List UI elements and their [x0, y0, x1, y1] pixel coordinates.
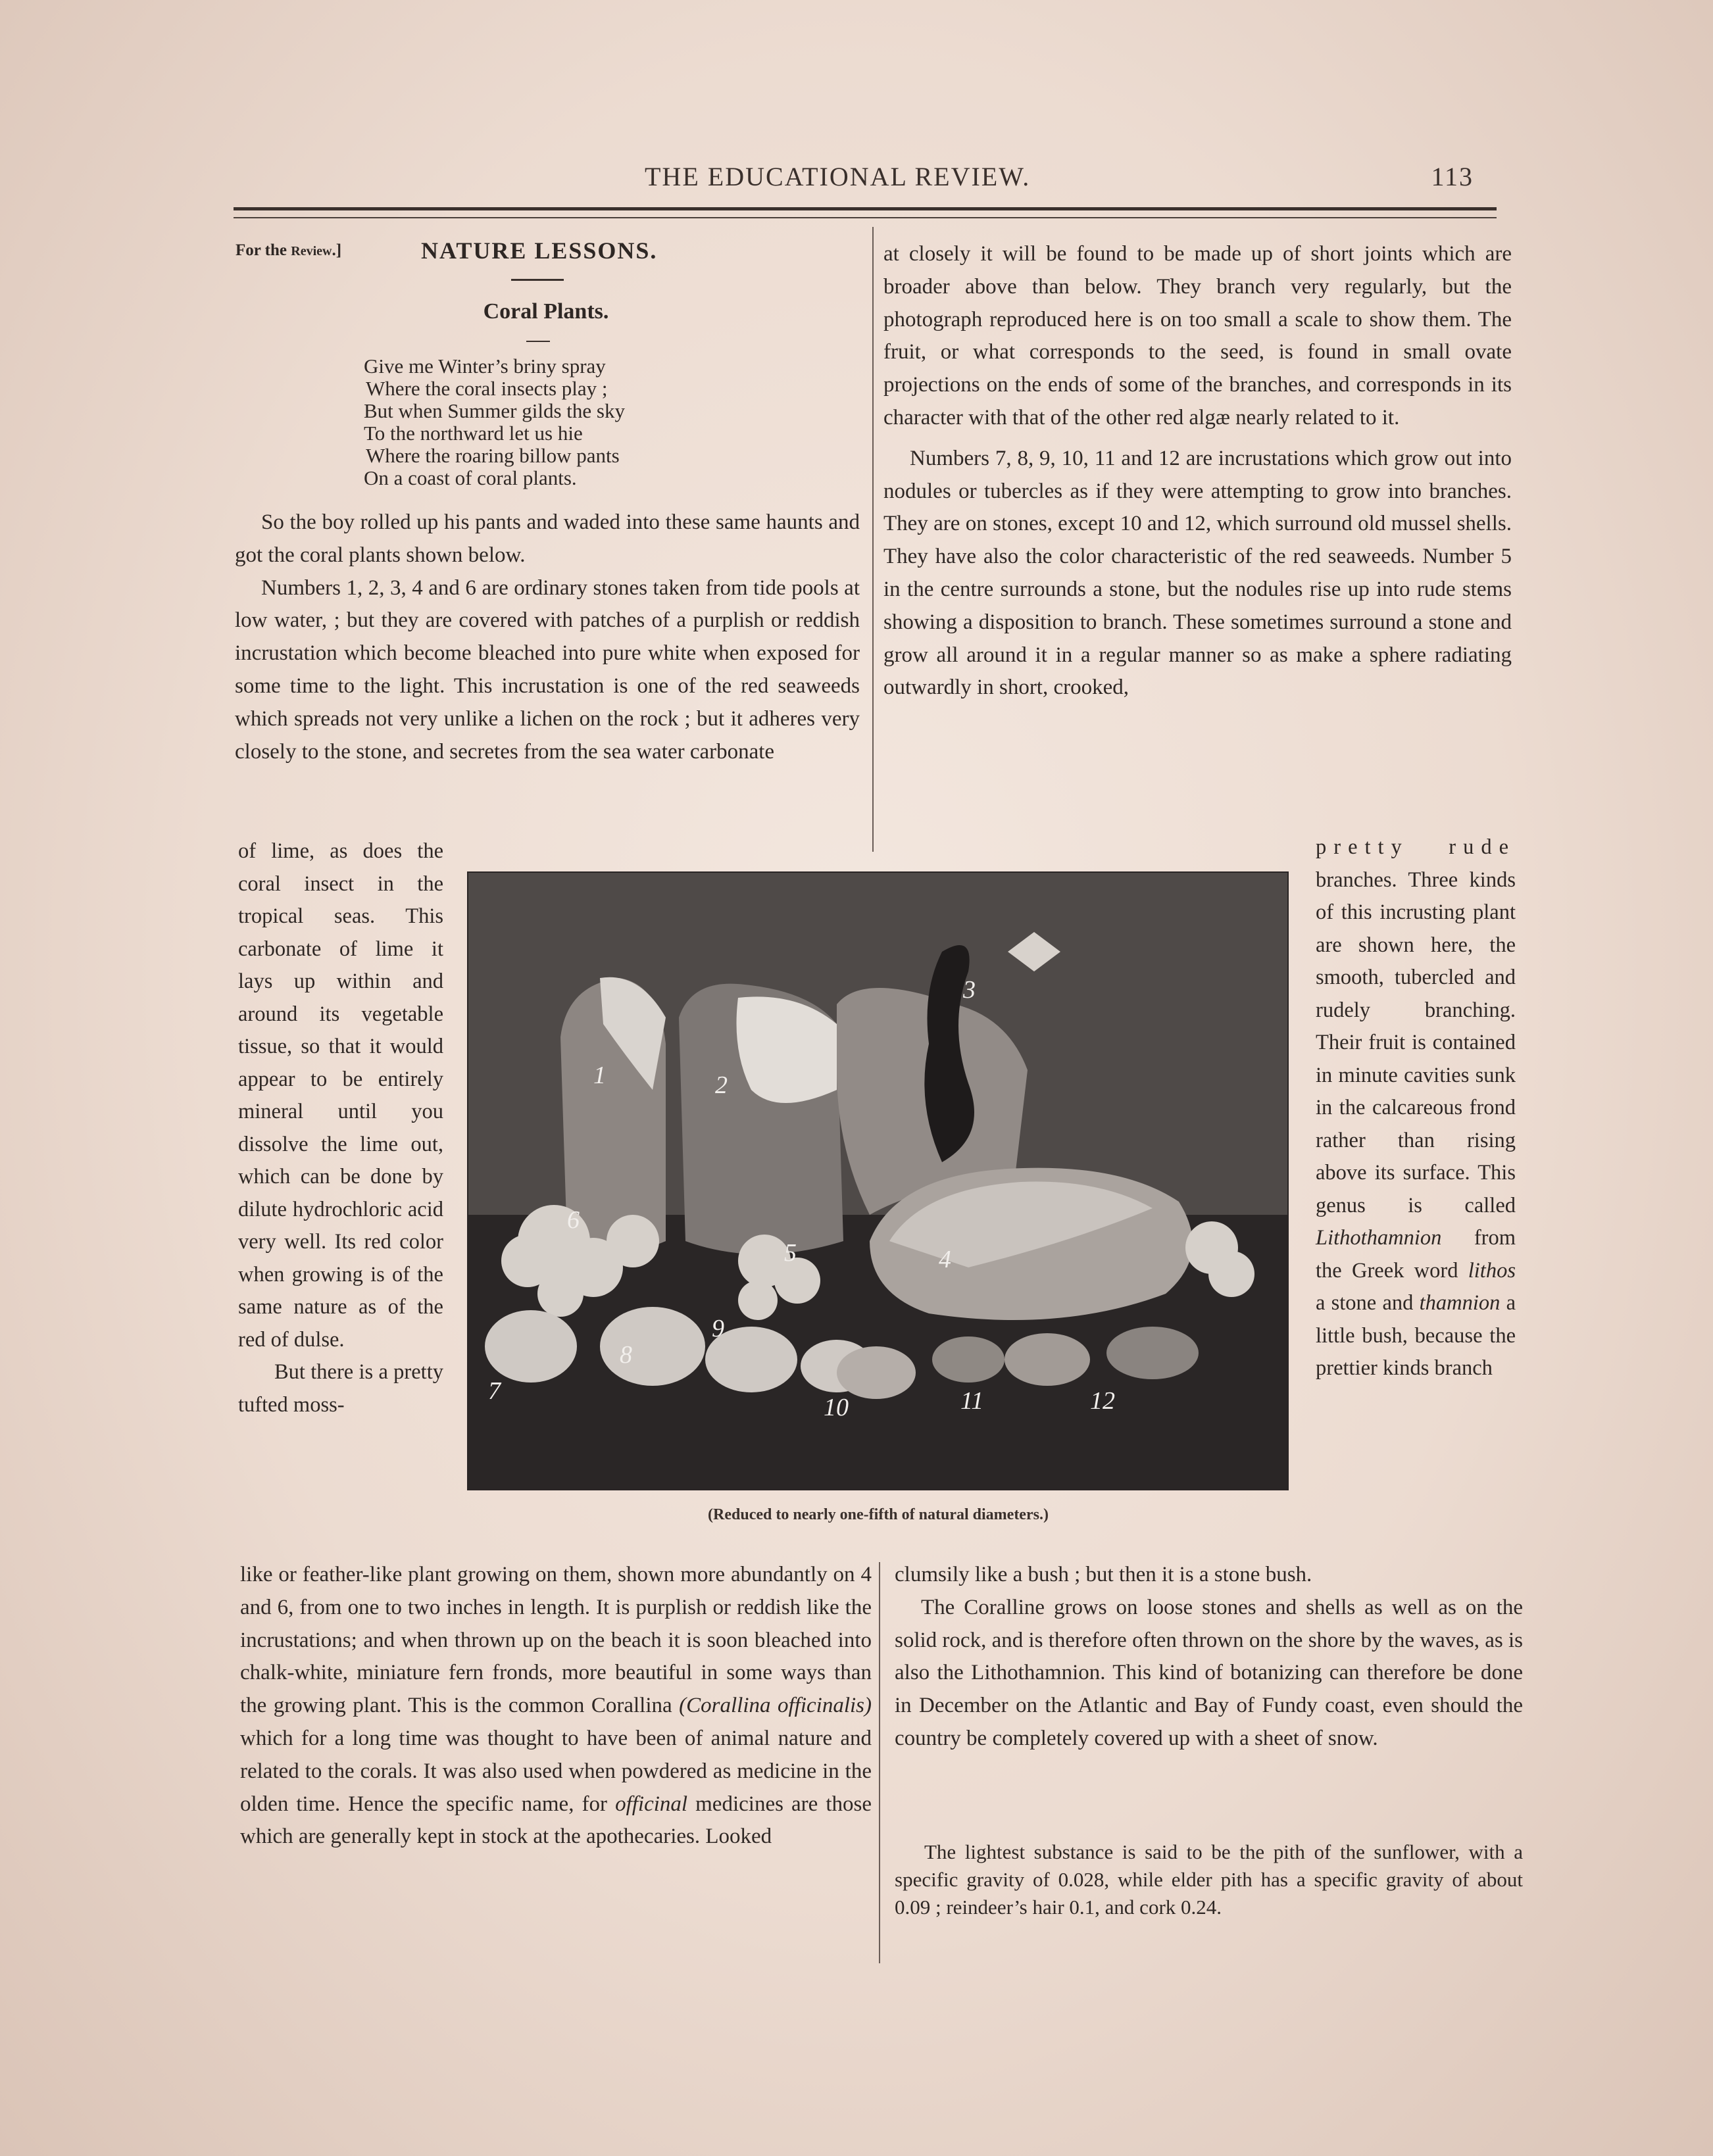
right-wrap-text: [1316, 831, 1516, 1385]
footnote: [895, 1838, 1523, 1921]
article-subheading: Coral Plants.: [483, 299, 609, 324]
journal-title: THE EDUCATIONAL REVIEW.: [645, 162, 1031, 191]
poem-line: Where the roaring billow pants: [366, 444, 620, 467]
text-run: branches. Three kinds of this incrusting plant are shown here, the smooth, tubercled and rudely branching. Their fruit is contained in minute cavities sunk in the calcareous frond rather than rising above its surface. This genus is called: [1316, 868, 1516, 1217]
poem-line: To the northward let us hie: [364, 422, 583, 445]
figure-label: 11: [960, 1387, 984, 1415]
paragraph: The Coralline grows on loose stones and shells as well as on the solid rock, and is therefore often thrown on the shore by the waves, as is also the Lithothamnion. This kind of botanizing can therefore be done in December on the Atlantic and Bay of Fundy coast, even should the country be completely covered up with a sheet of snow.: [895, 1595, 1523, 1750]
paragraph: But there is a pretty tufted moss-: [238, 1360, 443, 1417]
paragraph: at closely it will be found to be made up of short joints which are broader above than below. They branch very regularly, but the photograph reproduced here is on too small a scale to show them. The fruit, or what corresponds to the seed, is found in small ovate projections on the ends of some of the branches, and corresponds in its character with that of the other red algæ nearly related to it.: [883, 242, 1512, 429]
italic-species-name: (Corallina officinalis): [679, 1694, 872, 1718]
source-tag: [236, 241, 341, 260]
article-heading: NATURE LESSONS.: [421, 237, 658, 264]
photo-illustration: [468, 873, 1287, 1489]
footnote-text: The lightest substance is said to be the pith of the sunflower, with a specific gravity of 0.028, while elder pith has a specific gravity of about 0.09 ; reindeer’s hair 0.1, and cork 0.24.: [895, 1840, 1523, 1919]
poem-line: Give me Winter’s briny spray: [364, 355, 606, 378]
figure-label: 8: [620, 1341, 632, 1369]
poem-line: On a coast of coral plants.: [364, 466, 577, 489]
coral-plants-photograph: [467, 871, 1289, 1490]
poem-line: Where the coral insects play ;: [366, 377, 608, 400]
figure-label: 4: [939, 1246, 951, 1273]
text-run: a stone and: [1316, 1291, 1420, 1315]
italic-word: lithos: [1468, 1258, 1516, 1283]
paragraph: [240, 1559, 872, 1853]
page-number: 113: [1431, 162, 1474, 191]
left-column-text: [235, 506, 860, 768]
header-rule-thick: [234, 207, 1497, 210]
poem-line: But when Summer gilds the sky: [364, 399, 625, 422]
text-run: pretty rude: [1316, 835, 1516, 859]
source-tag-prefix: For the: [236, 241, 291, 259]
paragraph: So the boy rolled up his pants and waded into these same haunts and got the coral plants shown below.: [235, 510, 860, 567]
figure-label: 5: [784, 1239, 797, 1267]
text-run: a little bush, because the prettier kinds branch: [1316, 1291, 1516, 1380]
italic-genus: Lithothamnion: [1316, 1226, 1442, 1250]
figure-label: 10: [824, 1394, 849, 1421]
text-run: from the Greek word: [1316, 1226, 1516, 1283]
right-column-bottom-text: [895, 1559, 1523, 1755]
figure-label: 1: [593, 1062, 606, 1089]
italic-word: officinal: [615, 1792, 688, 1816]
figure-label: 9: [712, 1315, 724, 1342]
left-column-bottom-text: [240, 1559, 872, 1853]
subheading-dash: [526, 341, 550, 342]
italic-word: thamnion: [1419, 1291, 1501, 1315]
source-tag-suffix: .]: [332, 241, 342, 259]
column-divider-top: [872, 227, 874, 852]
paragraph: Numbers 7, 8, 9, 10, 11 and 12 are incrustations which grow out into nodules or tubercles as if they were attempting to grow into branches. They are on stones, except 10 and 12, which surround old mussel shells. They have also the color characteristic of the red seaweeds. Number 5 in the centre surrounds a stone, but the nodules rise up into rude stems showing a disposition to branch. These sometimes surround a stone and grow all around it in a regular manner so as make a sphere radiating outwardly in short, crooked,: [883, 446, 1512, 700]
running-head: [237, 155, 1500, 201]
right-column-text: [883, 238, 1512, 704]
column-divider-bottom: [879, 1562, 880, 1963]
paragraph: clumsily like a bush ; but then it is a stone bush.: [895, 1563, 1312, 1586]
header-rule-thin: [234, 217, 1497, 218]
figure-label: 2: [715, 1071, 728, 1099]
figure-caption: (Reduced to nearly one-fifth of natural diameters.): [708, 1506, 1049, 1523]
paragraph: Numbers 1, 2, 3, 4 and 6 are ordinary stones taken from tide pools at low water, ; but they are covered with patches of a purplish or reddish incrustation which become bleached into pure white when exposed for some time to the light. This incrustation is one of the red seaweeds which spreads not very unlike a lichen on the rock ; but it adheres very closely to the stone, and secretes from the sea water carbonate: [235, 576, 860, 764]
figure-label: 3: [963, 976, 976, 1004]
heading-dash: [511, 279, 564, 281]
left-wrap-text: [238, 835, 443, 1421]
text-run: like or feather-like plant growing on them, shown more abundantly on 4 and 6, from one to two inches in length. It is purplish or reddish like the incrustations; and when thrown up on the beach it is soon bleached into chalk-white, miniature fern fronds, more beautiful in some ways than the growing plant. This is the common Corallina: [240, 1563, 872, 1718]
epigraph-poem: [364, 355, 772, 489]
text-run: medicines are those which are generally kept in stock at the apothecaries. Looked: [240, 1792, 872, 1849]
paragraph: [1316, 831, 1516, 1385]
figure-label: 7: [488, 1377, 501, 1405]
source-tag-word: Review: [291, 244, 332, 258]
figure-label: 6: [567, 1206, 580, 1234]
text-run: which for a long time was thought to have been of animal nature and related to the corals. It was also used when powdered as medicine in the olden time. Hence the specific name, for: [240, 1726, 872, 1816]
figure-label: 12: [1090, 1387, 1115, 1415]
paragraph: of lime, as does the coral insect in the tropical seas. This carbonate of lime it lays up within and around its vegetable tissue, so that it would appear to be entirely mineral until you dissolve the lime out, which can be done by dilute hydrochloric acid very well. Its red color when growing is of the same nature as of the red of dulse.: [238, 839, 443, 1352]
